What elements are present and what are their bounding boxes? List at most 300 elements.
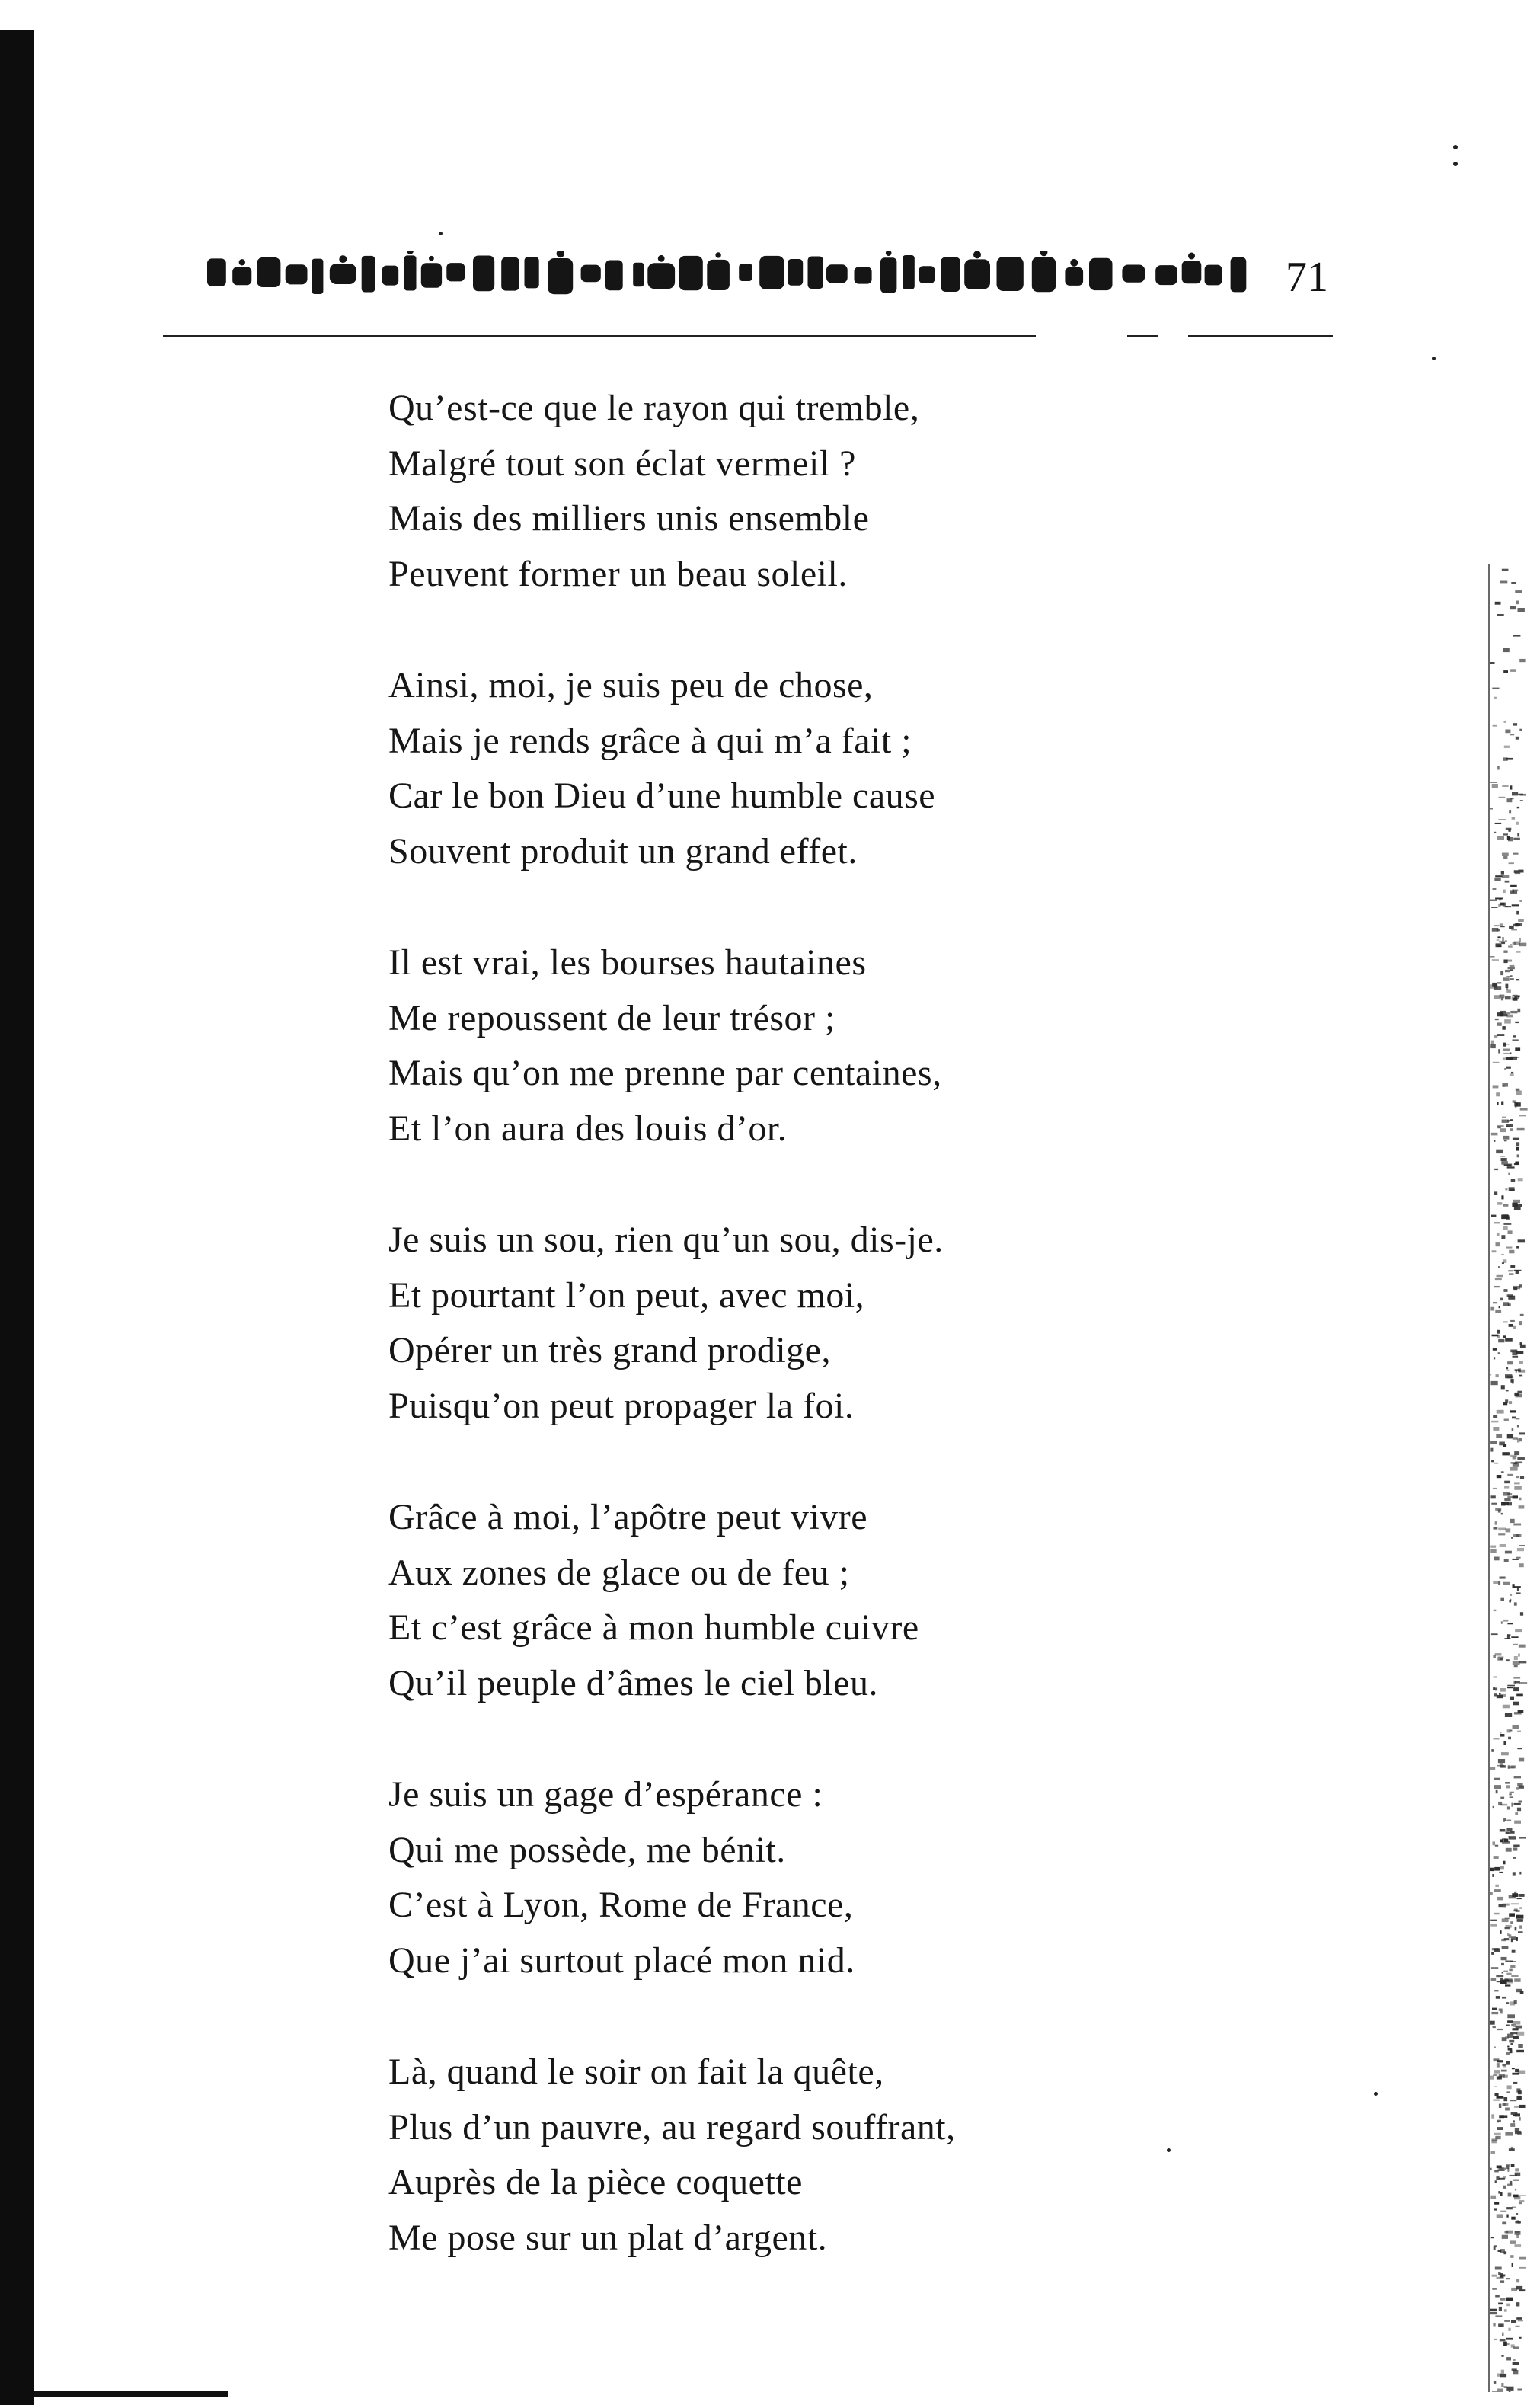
edge-speck (1499, 819, 1506, 820)
header-rule-break (1158, 332, 1188, 340)
edge-speck (1511, 2024, 1513, 2026)
edge-speck (1498, 2170, 1504, 2171)
edge-speck (1504, 1019, 1511, 1024)
edge-speck (1502, 569, 1509, 571)
edge-speck (1516, 1246, 1519, 1248)
edge-speck (1516, 1418, 1520, 1419)
edge-speck (1502, 2037, 1507, 2041)
ornament-glyph (941, 257, 960, 292)
edge-speck (1513, 1437, 1518, 1440)
edge-speck (1516, 1147, 1519, 1151)
edge-speck (1497, 1233, 1500, 1236)
edge-speck (1513, 942, 1516, 945)
edge-speck (1517, 1588, 1519, 1591)
edge-speck (1510, 890, 1517, 894)
edge-speck (1516, 911, 1519, 915)
edge-speck (1519, 794, 1526, 796)
verse-line: Que j’ai surtout placé mon nid. (388, 1940, 855, 1981)
edge-speck (1510, 1011, 1517, 1013)
edge-speck (1501, 1255, 1504, 1256)
edge-speck (1502, 785, 1508, 787)
edge-speck (1512, 1950, 1516, 1953)
edge-speck (1516, 2302, 1519, 2306)
edge-speck (1515, 2189, 1516, 2191)
verse-line: Je suis un gage d’espérance : (388, 1774, 823, 1815)
ornament-glyph (1155, 265, 1177, 285)
edge-speck (1497, 1022, 1501, 1025)
edge-speck (1494, 1948, 1500, 1952)
edge-speck (1498, 1581, 1500, 1585)
edge-speck (1506, 1067, 1511, 1069)
edge-speck (1505, 1551, 1512, 1554)
edge-speck (1504, 2309, 1507, 2312)
edge-speck (1500, 581, 1507, 584)
edge-speck (1499, 2104, 1501, 2108)
edge-speck (1519, 2202, 1522, 2205)
edge-speck (1494, 1140, 1495, 1141)
edge-speck (1499, 941, 1504, 943)
edge-speck (1517, 833, 1519, 837)
edge-speck (1504, 746, 1510, 748)
edge-speck (1506, 1973, 1511, 1975)
edge-speck (1519, 1498, 1522, 1501)
ornament-glyph (421, 263, 442, 287)
edge-speck (1513, 2362, 1519, 2365)
edge-speck (1497, 1202, 1502, 1205)
ornament-glyph (739, 264, 752, 281)
edge-speck (1493, 1348, 1497, 1351)
edge-speck (1505, 940, 1507, 942)
edge-speck (1499, 1306, 1500, 1308)
edge-speck (1499, 2307, 1502, 2311)
edge-speck (1497, 1410, 1504, 1414)
edge-speck (1495, 2295, 1500, 2298)
edge-speck (1494, 2133, 1501, 2135)
edge-speck (1513, 2036, 1519, 2039)
edge-speck (1507, 1166, 1515, 1168)
edge-speck (1518, 2090, 1522, 2094)
edge-speck (1494, 2070, 1500, 2074)
edge-speck (1516, 1476, 1519, 1478)
edge-speck (1511, 2164, 1515, 2167)
edge-speck (1520, 800, 1523, 801)
edge-speck (1508, 1766, 1515, 1768)
edge-speck (1506, 2164, 1510, 2167)
edge-speck (1510, 1519, 1515, 1523)
edge-speck (1497, 766, 1500, 770)
edge-speck (1518, 2071, 1526, 2074)
edge-speck (1508, 2193, 1512, 2197)
verse-line: Car le bon Dieu d’une humble cause (388, 776, 936, 816)
edge-speck (1503, 1223, 1511, 1225)
edge-speck (1514, 1803, 1521, 1805)
book-spine-shadow (0, 30, 34, 2405)
ornament-dot (429, 256, 434, 261)
edge-speck (1501, 1102, 1503, 1105)
edge-speck (1506, 2278, 1510, 2279)
edge-speck (1505, 1918, 1510, 1920)
edge-speck (1510, 2043, 1513, 2045)
edge-speck (1512, 1559, 1519, 1560)
edge-speck (1498, 1352, 1500, 1354)
edge-speck (1519, 1115, 1526, 1117)
edge-speck (1513, 1356, 1519, 1358)
edge-speck (1494, 995, 1501, 996)
edge-speck (1495, 1278, 1502, 1281)
verse-line: Auprès de la pièce coquette (388, 2162, 803, 2202)
edge-speck (1506, 1831, 1510, 1834)
edge-speck (1518, 2096, 1521, 2100)
edge-speck (1506, 987, 1508, 990)
edge-speck (1515, 2168, 1519, 2171)
edge-speck (1503, 1492, 1510, 1495)
ornament-glyph (808, 257, 824, 289)
edge-speck (1496, 1092, 1500, 1096)
edge-speck (1490, 808, 1494, 810)
edge-speck (1496, 1790, 1498, 1793)
edge-line (1488, 564, 1490, 2392)
stanza (388, 1490, 1439, 1711)
edge-speck (1514, 1482, 1520, 1484)
edge-speck (1503, 977, 1510, 981)
edge-speck (1500, 2339, 1506, 2342)
edge-speck (1517, 1009, 1520, 1012)
verse-line: Il est vrai, les bourses hautaines (388, 942, 867, 983)
edge-speck (1506, 1828, 1512, 1831)
edge-speck (1506, 2207, 1513, 2209)
verse-line: Qu’est-ce que le rayon qui tremble, (388, 388, 920, 428)
edge-speck (1511, 1537, 1513, 1539)
edge-speck (1513, 1681, 1516, 1684)
edge-speck (1502, 1026, 1505, 1030)
edge-speck (1500, 1734, 1505, 1737)
edge-speck (1506, 828, 1512, 830)
edge-speck (1493, 1062, 1500, 1063)
edge-speck (1495, 1687, 1497, 1690)
edge-speck (1505, 1984, 1510, 1986)
edge-speck (1495, 1653, 1502, 1655)
edge-speck (1506, 1015, 1513, 1018)
edge-speck (1503, 1861, 1506, 1865)
edge-speck (1510, 1965, 1515, 1969)
edge-speck (1516, 1091, 1522, 1095)
edge-speck (1492, 2275, 1497, 2277)
edge-speck (1507, 2046, 1509, 2048)
edge-speck (1520, 1991, 1524, 1994)
edge-speck (1494, 925, 1499, 926)
edge-speck (1513, 1644, 1518, 1645)
edge-speck (1496, 1242, 1500, 1246)
edge-speck (1516, 1142, 1519, 1146)
edge-speck (1495, 1521, 1497, 1525)
edge-speck (1498, 2272, 1500, 2275)
edge-speck (1497, 2063, 1500, 2068)
edge-speck (1501, 1235, 1505, 1239)
stanza (388, 381, 1439, 602)
edge-speck (1497, 1475, 1502, 1478)
edge-speck (1510, 1073, 1514, 1076)
edge-speck (1509, 1836, 1516, 1839)
edge-speck (1503, 2064, 1506, 2068)
edge-speck (1516, 979, 1519, 980)
edge-speck (1509, 862, 1514, 864)
edge-speck (1507, 1635, 1510, 1639)
edge-speck (1515, 1812, 1518, 1815)
edge-speck (1513, 723, 1517, 725)
edge-speck (1516, 1370, 1517, 1373)
edge-speck (1519, 1908, 1522, 1909)
edge-speck (1491, 907, 1497, 908)
edge-speck (1507, 1164, 1512, 1167)
edge-speck (1509, 1324, 1513, 1327)
edge-speck (1503, 890, 1506, 894)
edge-speck (1505, 2132, 1513, 2135)
edge-speck (1519, 943, 1526, 947)
edge-speck (1517, 1154, 1519, 1157)
edge-speck (1516, 2234, 1519, 2238)
edge-speck (1497, 1658, 1503, 1661)
edge-speck (1517, 2389, 1522, 2391)
ornament-glyph (382, 266, 398, 286)
ornament-dot (1070, 259, 1078, 267)
edge-speck (1490, 1546, 1496, 1548)
verse-line: Aux zones de glace ou de feu ; (388, 1552, 850, 1593)
edge-speck (1507, 2085, 1512, 2089)
edge-speck (1507, 1806, 1510, 1809)
edge-speck (1512, 792, 1518, 796)
edge-speck (1505, 996, 1511, 1000)
edge-speck (1500, 2374, 1507, 2377)
edge-speck (1501, 1939, 1506, 1941)
edge-speck (1497, 1330, 1500, 1334)
edge-speck (1503, 1582, 1510, 1585)
edge-speck (1516, 1694, 1523, 1697)
edge-speck (1507, 1496, 1513, 1498)
edge-speck (1515, 2231, 1519, 2233)
edge-speck (1490, 662, 1495, 664)
edge-speck (1519, 900, 1522, 902)
edge-speck (1503, 1620, 1508, 1622)
edge-speck (1494, 2058, 1500, 2061)
ornament-glyph (330, 264, 356, 284)
edge-speck (1513, 1584, 1515, 1588)
edge-speck (1506, 1390, 1509, 1391)
edge-speck (1510, 669, 1516, 672)
edge-speck (1515, 1022, 1519, 1023)
edge-speck (1510, 969, 1513, 971)
edge-speck (1490, 956, 1494, 958)
edge-speck (1517, 1438, 1519, 1442)
edge-speck (1503, 1057, 1505, 1060)
edge-speck (1495, 2093, 1499, 2096)
ornament-glyph (679, 256, 703, 290)
edge-speck (1516, 923, 1522, 926)
edge-speck (1517, 1425, 1519, 1428)
verse-line: Et c’est grâce à mon humble cuivre (388, 1607, 919, 1648)
edge-speck (1518, 1239, 1525, 1242)
ornament-glyph (581, 265, 601, 283)
edge-speck (1519, 1361, 1523, 1364)
edge-speck (1498, 1510, 1501, 1513)
edge-speck (1519, 659, 1525, 662)
ornament-dot (886, 251, 892, 256)
edge-speck (1520, 1314, 1524, 1316)
stray-mark (1374, 2092, 1378, 2096)
ornament-glyph (903, 255, 915, 289)
edge-speck (1510, 2001, 1515, 2005)
edge-speck (1507, 1502, 1512, 1505)
edge-speck (1515, 2244, 1522, 2247)
edge-speck (1514, 870, 1519, 873)
edge-speck (1510, 2240, 1516, 2244)
ornament-glyph (759, 256, 784, 289)
edge-speck (1497, 1102, 1498, 1105)
edge-speck (1500, 1764, 1503, 1765)
edge-speck (1509, 926, 1514, 929)
edge-speck (1491, 1381, 1498, 1385)
edge-speck (1490, 900, 1497, 902)
edge-speck (1506, 1659, 1510, 1661)
edge-speck (1506, 1126, 1510, 1127)
edge-speck (1501, 1161, 1508, 1165)
edge-speck (1494, 1738, 1500, 1740)
verse-line: Mais qu’on me prenne par centaines, (388, 1053, 942, 1093)
edge-speck (1501, 1195, 1503, 1199)
edge-speck (1494, 1286, 1500, 1287)
edge-speck (1494, 2202, 1499, 2205)
edge-speck (1491, 1041, 1494, 1044)
edge-speck (1491, 2114, 1494, 2118)
edge-speck (1506, 1785, 1510, 1788)
edge-speck (1514, 1270, 1522, 1271)
edge-speck (1503, 1226, 1508, 1230)
edge-speck (1510, 1730, 1513, 1732)
edge-speck (1514, 1776, 1521, 1778)
edge-speck (1515, 2113, 1520, 2116)
edge-speck (1494, 1913, 1500, 1915)
edge-speck (1492, 1335, 1499, 1337)
edge-speck (1519, 1321, 1522, 1325)
edge-speck (1491, 1215, 1496, 1217)
edge-speck (1497, 1125, 1503, 1127)
edge-speck (1510, 1052, 1511, 1054)
edge-speck (1513, 1661, 1520, 1665)
edge-speck (1493, 1488, 1497, 1489)
verse-line: Me repoussent de leur trésor ; (388, 997, 835, 1038)
edge-speck (1496, 2176, 1499, 2180)
ornament-glyph (633, 263, 644, 286)
edge-speck (1499, 797, 1506, 798)
edge-speck (1510, 2255, 1513, 2258)
edge-speck (1512, 2207, 1516, 2208)
edge-speck (1495, 2180, 1497, 2183)
edge-speck (1498, 2323, 1503, 2327)
edge-speck (1497, 982, 1502, 983)
edge-speck (1502, 1262, 1504, 1264)
ornament-glyph (1205, 265, 1222, 286)
edge-speck (1498, 1049, 1500, 1053)
verse-line: Je suis un sou, rien qu’un sou, dis-je. (388, 1220, 944, 1260)
edge-speck (1495, 2136, 1500, 2139)
ornament-glyph (919, 266, 935, 283)
verse-line: Qu’il peuple d’âmes le ciel bleu. (388, 1662, 878, 1703)
edge-speck (1518, 1931, 1523, 1933)
edge-speck (1507, 1434, 1513, 1439)
edge-speck (1509, 2391, 1511, 2392)
ornament-glyph (964, 259, 990, 289)
edge-speck (1497, 2127, 1503, 2130)
ornament-dot (1188, 253, 1195, 260)
edge-speck (1500, 1156, 1506, 1157)
edge-speck (1513, 1457, 1517, 1460)
ornament-glyph (501, 257, 519, 291)
ornament-glyph (446, 263, 465, 281)
edge-speck (1513, 1524, 1521, 1526)
edge-speck (1511, 2320, 1516, 2323)
edge-speck (1502, 2103, 1508, 2106)
edge-speck (1505, 2343, 1510, 2345)
stray-mark (439, 232, 443, 235)
edge-speck (1510, 978, 1514, 980)
edge-speck (1493, 1415, 1497, 1418)
book-spine-shadow-foot (34, 2391, 228, 2397)
edge-speck (1494, 1778, 1500, 1780)
edge-speck (1513, 1677, 1520, 1679)
edge-speck (1515, 1629, 1522, 1632)
edge-speck (1503, 960, 1507, 964)
ornament-glyph (525, 257, 539, 288)
edge-speck (1495, 1845, 1498, 1847)
stray-mark (1167, 2148, 1171, 2152)
edge-speck (1501, 1471, 1504, 1473)
edge-speck (1493, 1302, 1497, 1303)
ornament-glyph (1032, 257, 1056, 292)
edge-speck (1503, 2097, 1507, 2101)
edge-speck (1497, 2096, 1504, 2099)
edge-speck (1498, 1657, 1504, 1658)
edge-speck (1494, 2381, 1496, 2384)
edge-speck (1515, 2174, 1517, 2176)
edge-speck (1517, 1783, 1522, 1787)
edge-speck (1516, 951, 1521, 953)
edge-speck (1490, 984, 1497, 989)
edge-speck (1512, 2263, 1513, 2267)
ornament-glyph (362, 256, 375, 293)
verse-line: Et l’on aura des louis d’or. (388, 1108, 788, 1149)
verse-line: Ainsi, moi, je suis peu de chose, (388, 665, 874, 705)
edge-speck (1507, 2020, 1513, 2023)
edge-speck (1497, 1981, 1501, 1982)
edge-speck (1497, 2374, 1500, 2377)
edge-speck (1517, 1128, 1525, 1131)
ornament-dot (658, 255, 665, 262)
ornament-glyph (473, 256, 494, 292)
edge-speck (1497, 614, 1504, 616)
edge-speck (1494, 1677, 1498, 1678)
edge-speck (1511, 1939, 1513, 1942)
edge-speck (1492, 2391, 1497, 2392)
edge-speck (1502, 875, 1509, 878)
edge-speck (1518, 919, 1524, 922)
edge-speck (1500, 1797, 1504, 1799)
edge-speck (1505, 1338, 1513, 1342)
edge-speck (1516, 1102, 1518, 1106)
ornament-glyph (880, 257, 896, 293)
edge-speck (1505, 1782, 1510, 1783)
ornament-glyph (647, 263, 675, 289)
edge-speck (1510, 1320, 1515, 1322)
edge-speck (1508, 967, 1515, 969)
